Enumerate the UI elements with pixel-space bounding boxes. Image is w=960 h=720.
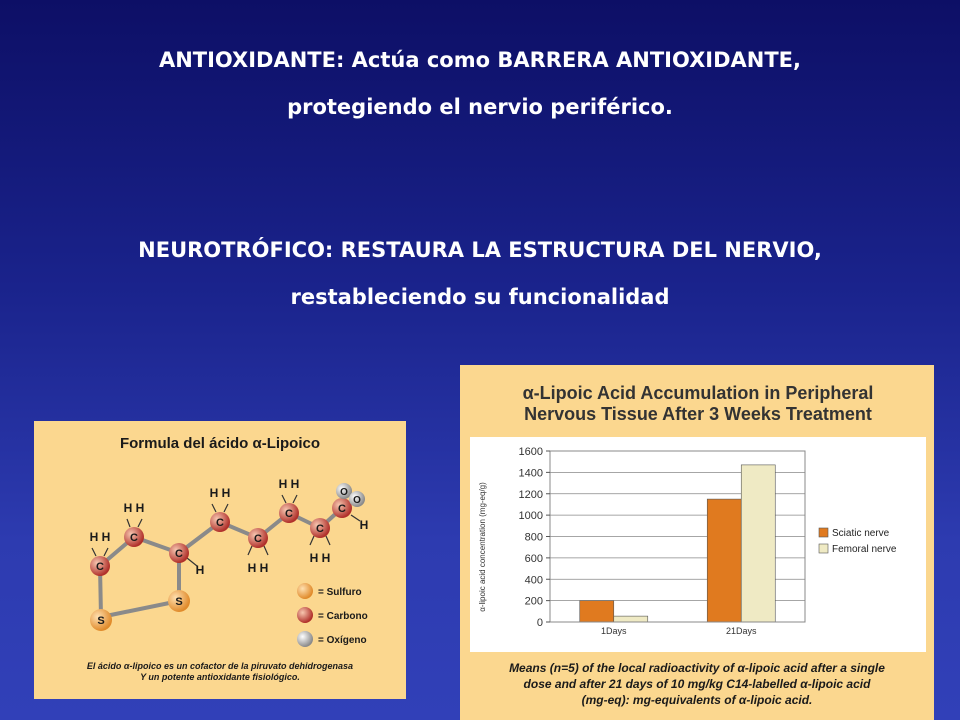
chart-title-line2: Nervous Tissue After 3 Weeks Treatment [524, 404, 872, 424]
bullet-antioxidante [0, 37, 960, 131]
bullet-neurotrofico-line2: restableciendo su funcionalidad [290, 285, 670, 309]
bar-chart [470, 437, 926, 652]
hydrogen-pair: H H [123, 501, 145, 515]
hydrogen-pair: H H [89, 530, 111, 544]
bar-sciatic-nerve [707, 499, 741, 622]
chart-area [470, 437, 926, 652]
bullet-neurotrofico [0, 227, 960, 321]
y-tick-label: 1600 [518, 446, 543, 458]
bar-femoral-nerve [614, 616, 648, 622]
atom-label-c: C [285, 508, 293, 520]
formula-title: Formula del ácido α-Lipoico [119, 435, 321, 452]
atom-label-o: O [340, 487, 348, 498]
hydrogen-pair: H H [209, 486, 231, 500]
hydrogen: H [359, 518, 369, 532]
atom-label-o: O [353, 495, 361, 506]
y-tick-label: 400 [524, 574, 543, 587]
y-tick-label: 1000 [518, 510, 543, 523]
chart-panel [460, 365, 934, 720]
atom-label-c: C [96, 561, 104, 573]
legend-carbono: = Carbono [318, 611, 368, 622]
y-tick-label: 600 [524, 552, 543, 565]
formula-caption-line1: El ácido α-lipoico es un cofactor de la piruvato dehidrogenasa [86, 661, 354, 671]
y-tick-label: 1400 [518, 467, 543, 480]
bullet-neurotrofico-line1: NEUROTRÓFICO: RESTAURA LA ESTRUCTURA DEL NERVIO, [138, 238, 822, 262]
chart-title-line1: α-Lipoic Acid Accumulation in Peripheral [522, 383, 874, 403]
legend-swatch-carbono [297, 607, 313, 623]
y-tick-label: 1200 [518, 488, 543, 501]
chart-legend [819, 528, 897, 555]
legend-oxigeno: = Oxígeno [318, 635, 367, 646]
lipoic-acid-structure [34, 421, 406, 661]
x-tick-label: 21Days [725, 626, 757, 636]
bullet-antioxidante-line1: ANTIOXIDANTE: Actúa como BARRERA ANTIOXIDANTE, [158, 48, 802, 72]
chart-title [468, 383, 928, 425]
atom-label-c: C [216, 517, 224, 529]
bars [580, 465, 776, 622]
chart-caption-line3: (mg-eq): mg-equivalents of α-lipoic acid. [581, 693, 813, 707]
legend-swatch-oxigeno [297, 631, 313, 647]
atom-label-c: C [254, 533, 262, 545]
hydrogen-pair: H H [309, 551, 331, 565]
chart-caption [470, 660, 924, 708]
atom-label-s: S [175, 596, 183, 608]
y-tick-label: 200 [524, 595, 543, 608]
hydrogen: H [195, 563, 205, 577]
hydrogen-pair: H H [278, 477, 300, 491]
legend-swatch-sulfuro [297, 583, 313, 599]
y-tick-label: 0 [536, 617, 543, 629]
atom-label-c: C [130, 532, 138, 544]
legend-label: Femoral nerve [832, 544, 897, 555]
x-tick-label: 1Days [600, 626, 627, 636]
legend-label: Sciatic nerve [832, 528, 890, 539]
atom-label-c: C [316, 523, 324, 535]
legend-swatch [819, 528, 828, 537]
bullet-antioxidante-line2: protegiendo el nervio periférico. [287, 95, 673, 119]
atom-label-c: C [338, 503, 346, 515]
legend-swatch [819, 544, 828, 553]
hydrogen-pair: H H [247, 561, 269, 575]
bar-sciatic-nerve [580, 601, 614, 622]
formula-caption-line2: Y un potente antioxidante fisiológico. [140, 672, 300, 682]
formula-panel [34, 421, 406, 699]
bar-femoral-nerve [741, 465, 775, 622]
atom-label-s: S [97, 615, 105, 627]
chart-caption-line1: Means (n=5) of the local radioactivity of α-lipoic acid after a single [509, 661, 885, 675]
formula-caption [34, 661, 406, 683]
chart-caption-line2: dose and after 21 days of 10 mg/kg C14-labelled α-lipoic acid [523, 677, 871, 691]
y-tick-label: 800 [524, 531, 543, 544]
atom-label-c: C [175, 548, 183, 560]
y-axis-label: α-lipoic acid concentration (mg-eq/g) [478, 482, 487, 612]
legend-sulfuro: = Sulfuro [318, 587, 362, 598]
atom-legend [297, 583, 368, 647]
